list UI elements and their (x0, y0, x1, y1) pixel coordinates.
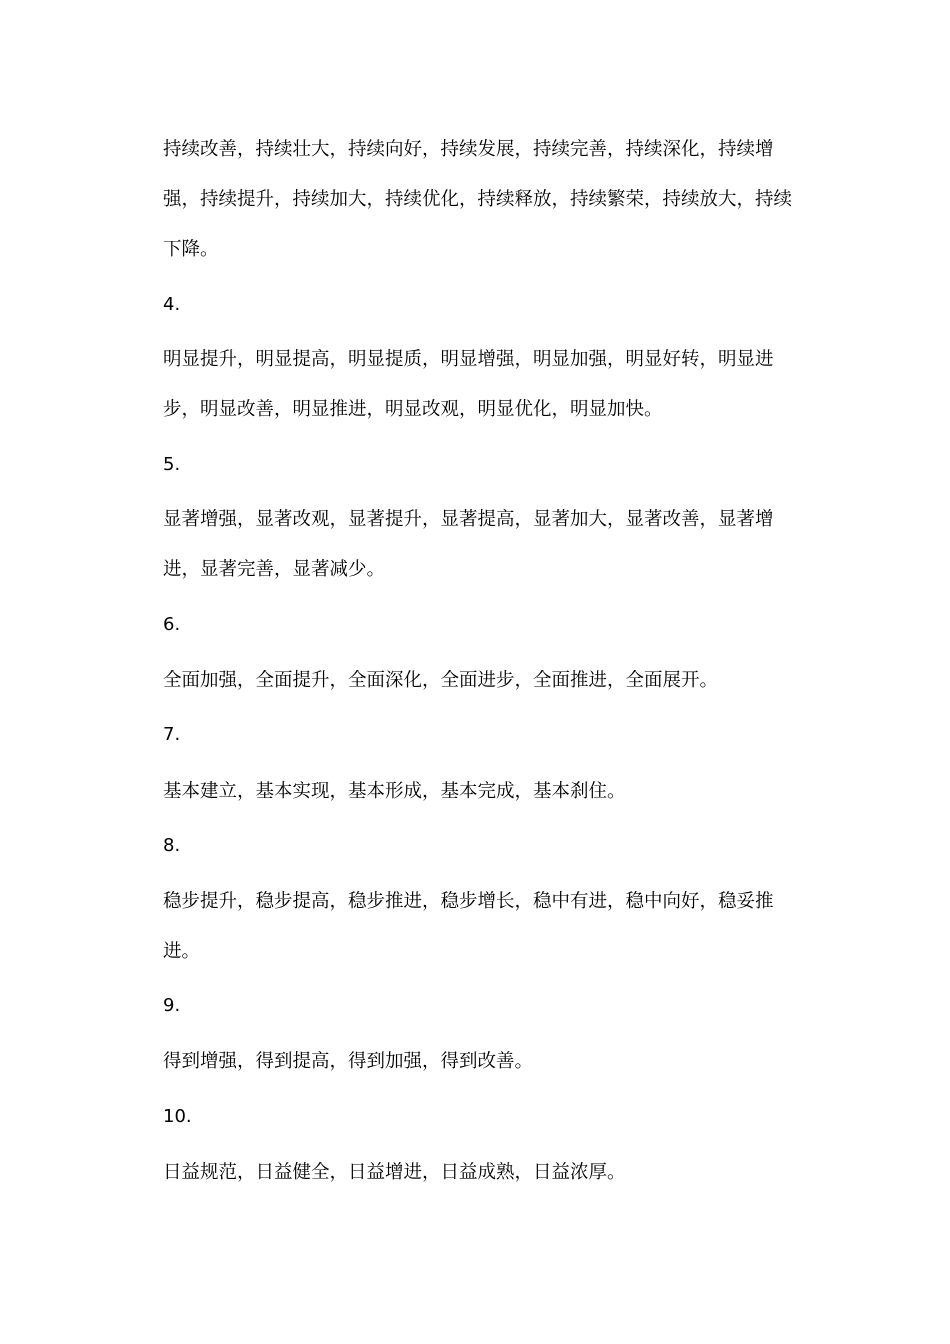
item-number-9: 9. (163, 995, 181, 1016)
paragraph-sustained: 持续改善，持续壮大，持续向好，持续发展，持续完善，持续深化，持续增强，持续提升，持续加大，持续优化，持续释放，持续繁荣，持续放大，持续下降。 (163, 139, 793, 260)
item-number-5: 5. (163, 454, 181, 475)
paragraph-increasingly: 日益规范，日益健全，日益增进，日益成熟，日益浓厚。 (163, 1162, 626, 1183)
paragraph-obtained: 得到增强，得到提高，得到加强，得到改善。 (163, 1051, 534, 1072)
paragraph-obvious: 明显提升，明显提高，明显提质，明显增强，明显加强，明显好转，明显进步，明显改善，明显推进，明显改观，明显优化，明显加快。 (163, 349, 774, 420)
paragraph-basic: 基本建立，基本实现，基本形成，基本完成，基本刹住。 (163, 781, 626, 802)
paragraph-significant: 显著增强，显著改观，显著提升，显著提高，显著加大，显著改善，显著增进，显著完善，显著减少。 (163, 509, 774, 580)
item-number-8: 8. (163, 835, 181, 856)
paragraph-comprehensive: 全面加强，全面提升，全面深化，全面进步，全面推进，全面展开。 (163, 670, 719, 691)
item-number-10: 10. (163, 1106, 192, 1127)
item-number-6: 6. (163, 614, 181, 635)
item-number-7: 7. (163, 724, 181, 745)
item-number-4: 4. (163, 294, 181, 315)
paragraph-steady: 稳步提升，稳步提高，稳步推进，稳步增长，稳中有进，稳中向好，稳妥推进。 (163, 891, 774, 962)
